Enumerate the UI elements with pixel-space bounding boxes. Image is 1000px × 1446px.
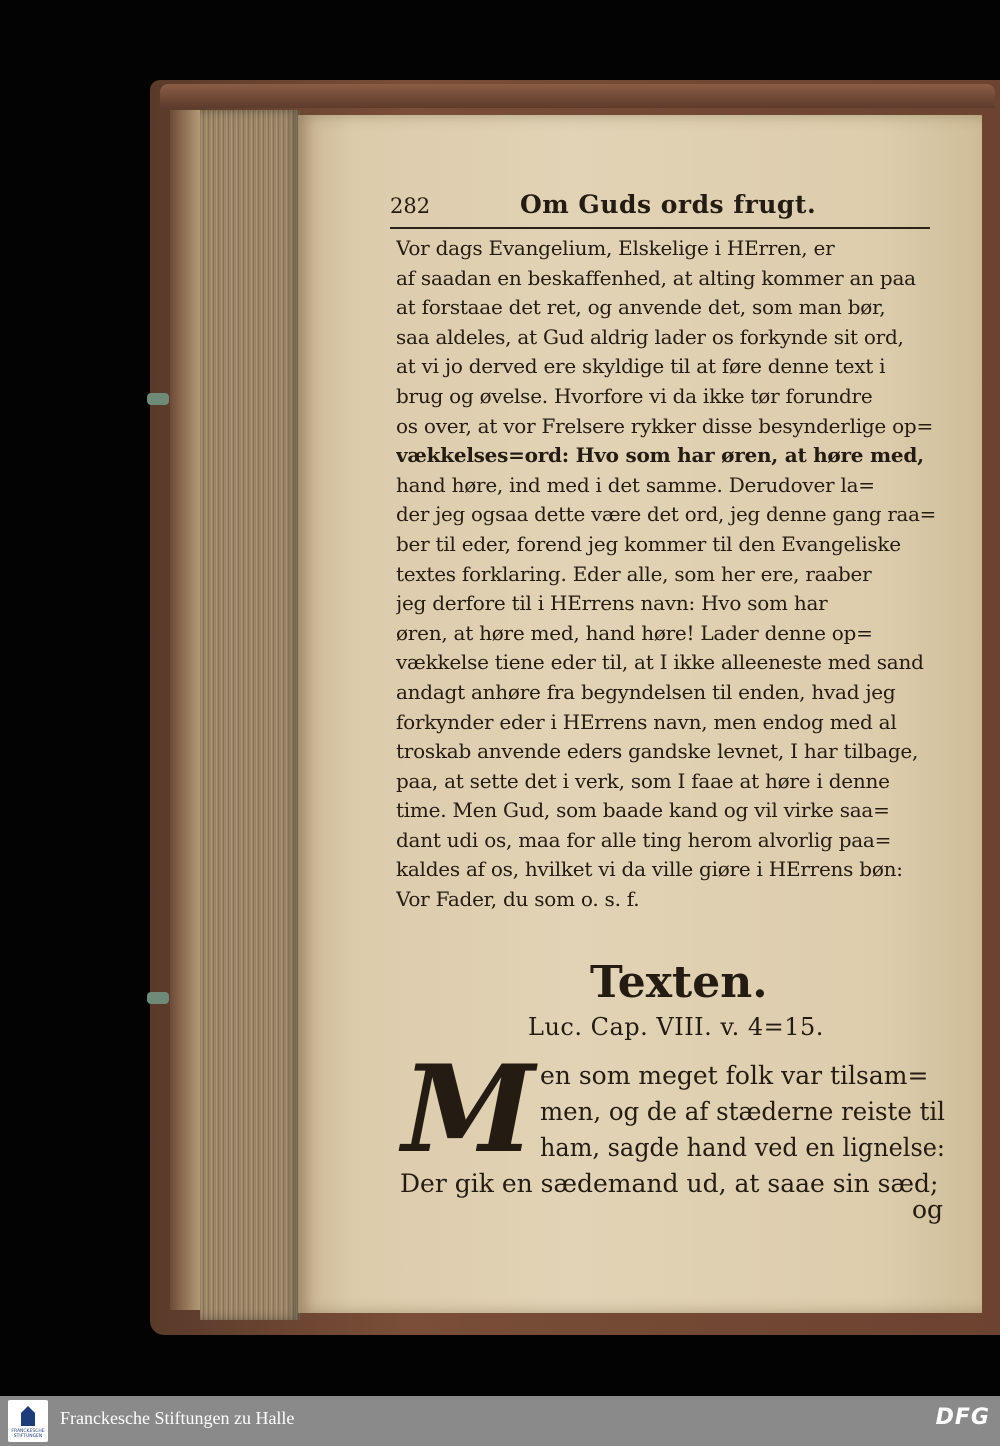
scripture-text: [400, 1058, 945, 1202]
clasp-icon: [147, 992, 169, 1004]
text-line: [396, 323, 941, 353]
text-line-content: at vi jo derved ere skyldige til at føre denne text i: [396, 354, 886, 379]
text-line-content: andagt anhøre fra begyndelsen til enden, hvad jeg: [396, 679, 896, 704]
institution-logo[interactable]: [8, 1400, 48, 1442]
scripture-reference: Luc. Cap. VIII. v. 4=15.: [528, 1013, 824, 1041]
text-line: [396, 737, 941, 767]
running-title: Om Guds ords frugt.: [520, 190, 817, 219]
text-line: [396, 589, 941, 619]
text-line: [396, 441, 941, 471]
page-edges: [200, 110, 300, 1320]
text-line: [396, 382, 941, 412]
section-heading: Texten.: [590, 957, 768, 1008]
text-line-content: dant udi os, maa for alle ting herom alvorlig paa=: [396, 827, 892, 852]
institution-name[interactable]: Franckesche Stiftungen zu Halle: [60, 1408, 295, 1428]
text-line-content: hand høre, ind med i det samme. Derudover la=: [396, 472, 875, 497]
text-line: [396, 885, 941, 915]
text-line: [396, 826, 941, 856]
text-line-content: paa, at sette det i verk, som I faae at høre i denne: [396, 768, 890, 793]
text-line: [400, 1130, 945, 1166]
text-line-content: vækkelses=ord: Hvo som har øren, at høre med,: [396, 443, 924, 468]
text-line: [396, 796, 941, 826]
text-line-content: Vor Fader, du som o. s. f.: [396, 887, 640, 912]
text-line-content: troskab anvende eders gandske levnet, I har tilbage,: [396, 739, 919, 764]
text-line-content: textes forklaring. Eder alle, som her ere, raaber: [396, 561, 872, 586]
text-line: [396, 234, 941, 264]
text-line-content: os over, at vor Frelsere rykker disse besynderlige op=: [396, 413, 933, 438]
text-line: [396, 264, 941, 294]
page-header: [390, 190, 930, 224]
text-line-content: en som meget folk var tilsam=: [540, 1061, 929, 1090]
text-line: [396, 619, 941, 649]
dfg-logo[interactable]: DFG: [935, 1405, 990, 1430]
text-line: [396, 560, 941, 590]
text-line: [396, 500, 941, 530]
text-line: [396, 678, 941, 708]
text-line-content: der jeg ogsaa dette være det ord, jeg denne gang raa=: [396, 502, 936, 527]
text-line: [400, 1058, 945, 1094]
text-line-content: kaldes af os, hvilket vi da ville giøre i HErrens bøn:: [396, 857, 903, 882]
text-line: [396, 855, 941, 885]
page-number: 282: [390, 194, 431, 218]
clasp-icon: [147, 393, 169, 405]
house-icon: [21, 1406, 35, 1426]
text-line: [396, 471, 941, 501]
viewer-footer: [0, 1396, 1000, 1446]
text-line-content: at forstaae det ret, og anvende det, som man bør,: [396, 295, 886, 320]
text-line-content: ber til eder, forend jeg kommer til den Evangeliske: [396, 531, 901, 556]
sermon-paragraph: [396, 234, 941, 915]
text-line-content: forkynder eder i HErrens navn, men endog med al: [396, 709, 897, 734]
text-line-content: øren, at høre med, hand høre! Lader denne op=: [396, 620, 873, 645]
text-line: [396, 767, 941, 797]
decorated-initial: M: [402, 1039, 535, 1180]
logo-caption: FRANCKESCHE STIFTUNGEN: [11, 1429, 45, 1439]
text-line: [400, 1166, 945, 1202]
catchword: og: [912, 1195, 944, 1224]
text-line-content: men, og de af stæderne reiste til: [540, 1097, 945, 1126]
text-line: [396, 530, 941, 560]
text-line-content: saa aldeles, at Gud aldrig lader os forkynde sit ord,: [396, 324, 904, 349]
header-rule: [390, 227, 930, 229]
text-line: [396, 708, 941, 738]
text-line-content: vækkelse tiene eder til, at I ikke alleeneste med sand: [396, 650, 924, 675]
text-line: [396, 293, 941, 323]
text-line-content: af saadan en beskaffenhed, at alting kommer an paa: [396, 265, 916, 290]
text-line: [396, 412, 941, 442]
text-line-content: Der gik en sædemand ud, at saae sin sæd;: [400, 1169, 939, 1198]
book-headcap: [160, 84, 995, 108]
text-line-content: Vor dags Evangelium, Elskelige i HErren, er: [396, 236, 835, 260]
text-line-content: ham, sagde hand ved en lignelse:: [540, 1133, 945, 1162]
text-line-content: time. Men Gud, som baade kand og vil virke saa=: [396, 798, 890, 823]
text-line-content: brug og øvelse. Hvorfore vi da ikke tør forundre: [396, 383, 873, 408]
text-line: [400, 1094, 945, 1130]
text-line-content: jeg derfore til i HErrens navn: Hvo som har: [396, 591, 828, 616]
text-line: [396, 648, 941, 678]
text-line: [396, 352, 941, 382]
